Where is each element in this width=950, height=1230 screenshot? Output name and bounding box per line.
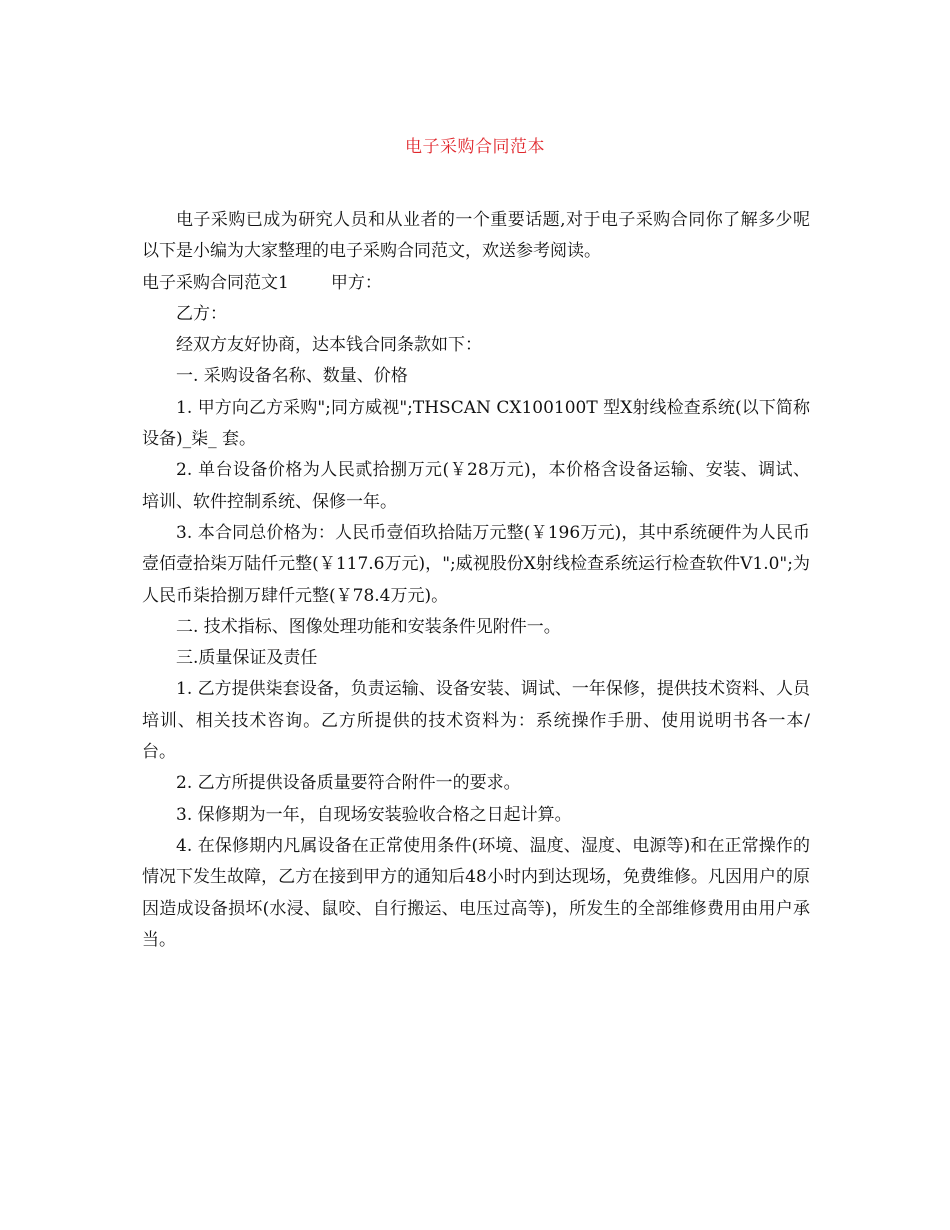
document-title: 电子采购合同范本 [405, 137, 545, 157]
intro-paragraph: 电子采购已成为研究人员和从业者的一个重要话题,对于电子采购合同你了解多少呢以下是小编为大家整理的电子采购合同范文，欢送参考阅读。 [142, 210, 810, 262]
section-2-heading: 二. 技术指标、图像处理功能和安装条件见附件一。 [176, 616, 561, 637]
section-3-heading: 三.质量保证及责任 [176, 648, 318, 669]
sample-label: 电子采购合同范文1 [142, 272, 289, 293]
clause-1-1: 1. 甲方向乙方采购";同方威视";THSCAN CX100100T 型X射线检查系统(以下简称设备)_柒_ 套。 [142, 397, 810, 450]
party-b-label: 乙方： [176, 303, 227, 324]
sample-heading-line [142, 268, 810, 299]
clause-3-1: 1. 乙方提供柒套设备，负责运输、设备安装、调试、一年保修，提供技术资料、人员培训、相关技术咨询。乙方所提供的技术资料为：系统操作手册、使用说明书各一本/台。 [142, 679, 810, 763]
clause-1-2: 2. 单台设备价格为人民贰拾捌万元(￥28万元)，本价格含设备运输、安装、调试、培训、软件控制系统、保修一年。 [142, 460, 810, 512]
clause-3-4: 4. 在保修期内凡属设备在正常使用条件(环境、温度、湿度、电源等)和在正常操作的情况下发生故障，乙方在接到甲方的通知后48小时内到达现场，免费维修。凡因用户的原因造成设备损坏(水浸、鼠咬、自行搬运、电压过高等)，所发生的全部维修费用由用户承当。 [142, 835, 810, 950]
section-1-heading: 一. 采购设备名称、数量、价格 [176, 366, 408, 387]
party-a-label: 甲方： [330, 272, 382, 293]
document-body [142, 205, 810, 956]
clause-1-3: 3. 本合同总价格为：人民币壹佰玖拾陆万元整(￥196万元)，其中系统硬件为人民币壹佰壹拾柒万陆仟元整(￥117.6万元)，";威视股份X射线检查系统运行检查软件V1.0";为人民币柒拾捌万肆仟元整(￥78.4万元)。 [142, 522, 810, 606]
clause-3-3: 3. 保修期为一年，自现场安装验收合格之日起计算。 [176, 804, 572, 825]
agreement-paragraph: 经双方友好协商，达本钱合同条款如下： [176, 335, 482, 356]
clause-3-2: 2. 乙方所提供设备质量要符合附件一的要求。 [176, 773, 521, 794]
